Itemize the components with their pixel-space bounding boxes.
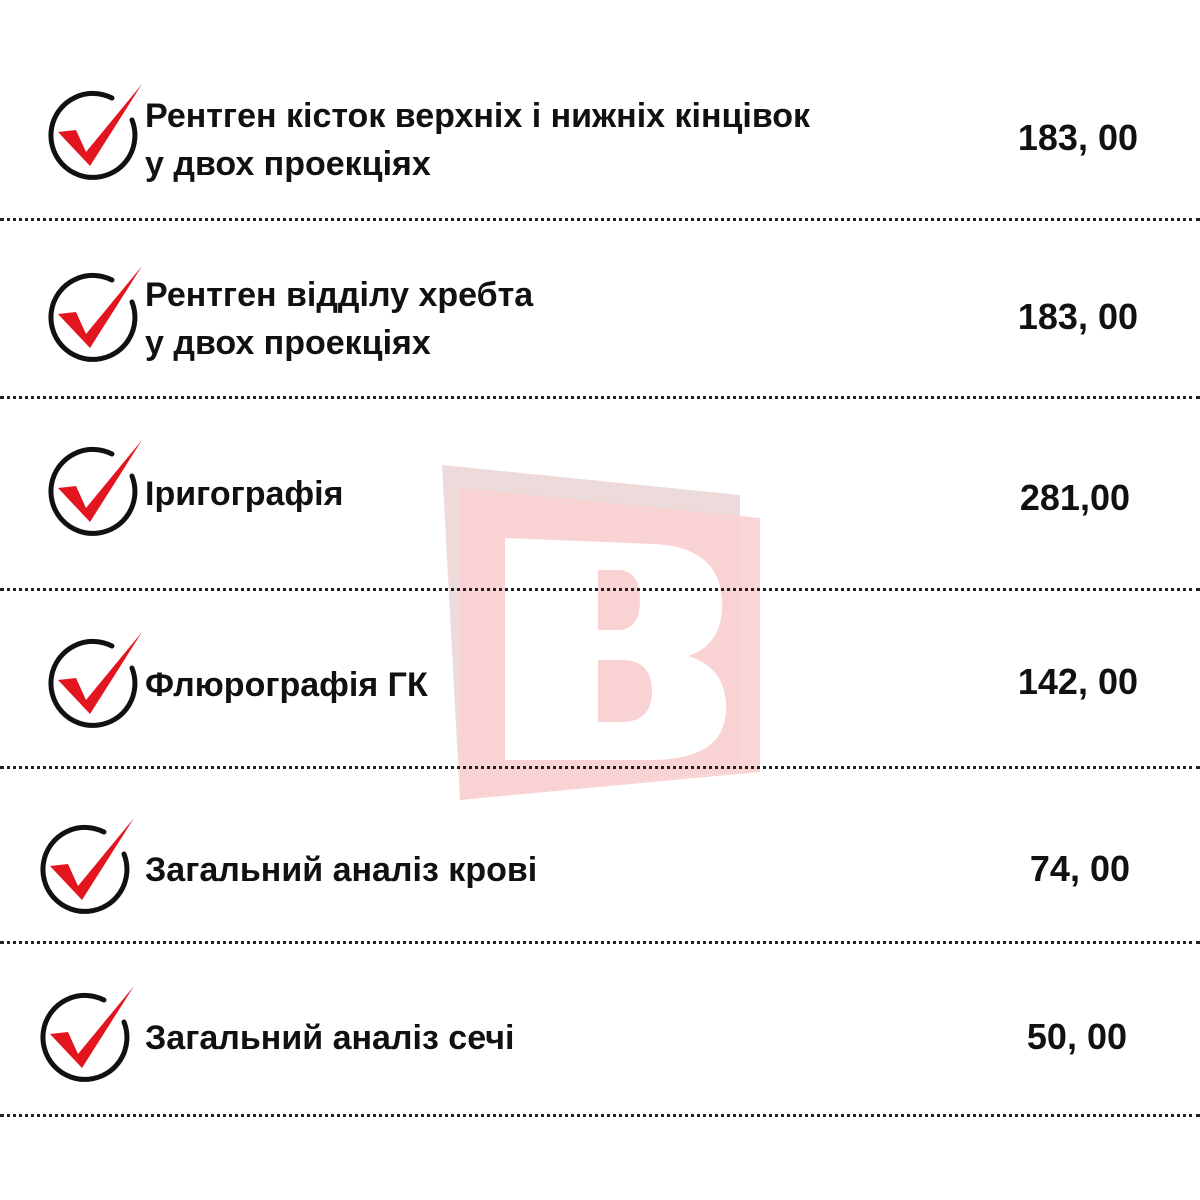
service-name <box>145 661 428 709</box>
service-name <box>145 271 533 367</box>
service-name-line: у двох проекціях <box>145 145 431 183</box>
service-price: 183, 00 <box>1017 117 1138 158</box>
service-name-line: Загальний аналіз крові <box>145 851 538 889</box>
dotted-divider <box>0 218 1200 221</box>
dotted-divider <box>0 396 1200 399</box>
service-price: 183, 00 <box>1017 296 1138 337</box>
service-price: 50, 00 <box>1026 1016 1127 1057</box>
service-name-line: Рентген кісток верхніх і нижніх кінцівок <box>145 97 811 135</box>
checkmark-circle-icon <box>30 628 150 738</box>
service-name-line: Загальний аналіз сечі <box>145 1019 515 1057</box>
checkmark-circle-icon <box>22 814 142 924</box>
dotted-divider <box>0 941 1200 944</box>
service-name <box>145 92 810 188</box>
checkmark-circle-icon <box>30 80 150 190</box>
service-name-line: Флюрографія ГК <box>145 666 428 704</box>
checkmark-circle-icon <box>30 262 150 372</box>
service-name <box>145 846 537 894</box>
service-name <box>145 470 343 518</box>
dotted-divider <box>0 766 1200 769</box>
service-name-line: у двох проекціях <box>145 324 431 362</box>
checkmark-circle-icon <box>22 982 142 1092</box>
service-price: 142, 00 <box>1017 661 1138 702</box>
service-price: 281,00 <box>1019 477 1130 518</box>
checkmark-circle-icon <box>30 436 150 546</box>
dotted-divider <box>0 588 1200 591</box>
service-name-line: Рентген відділу хребта <box>145 276 534 314</box>
service-name <box>145 1014 514 1062</box>
service-name-line: Іригографія <box>145 475 344 513</box>
service-price: 74, 00 <box>1029 848 1130 889</box>
watermark-logo <box>440 460 770 805</box>
dotted-divider <box>0 1114 1200 1117</box>
